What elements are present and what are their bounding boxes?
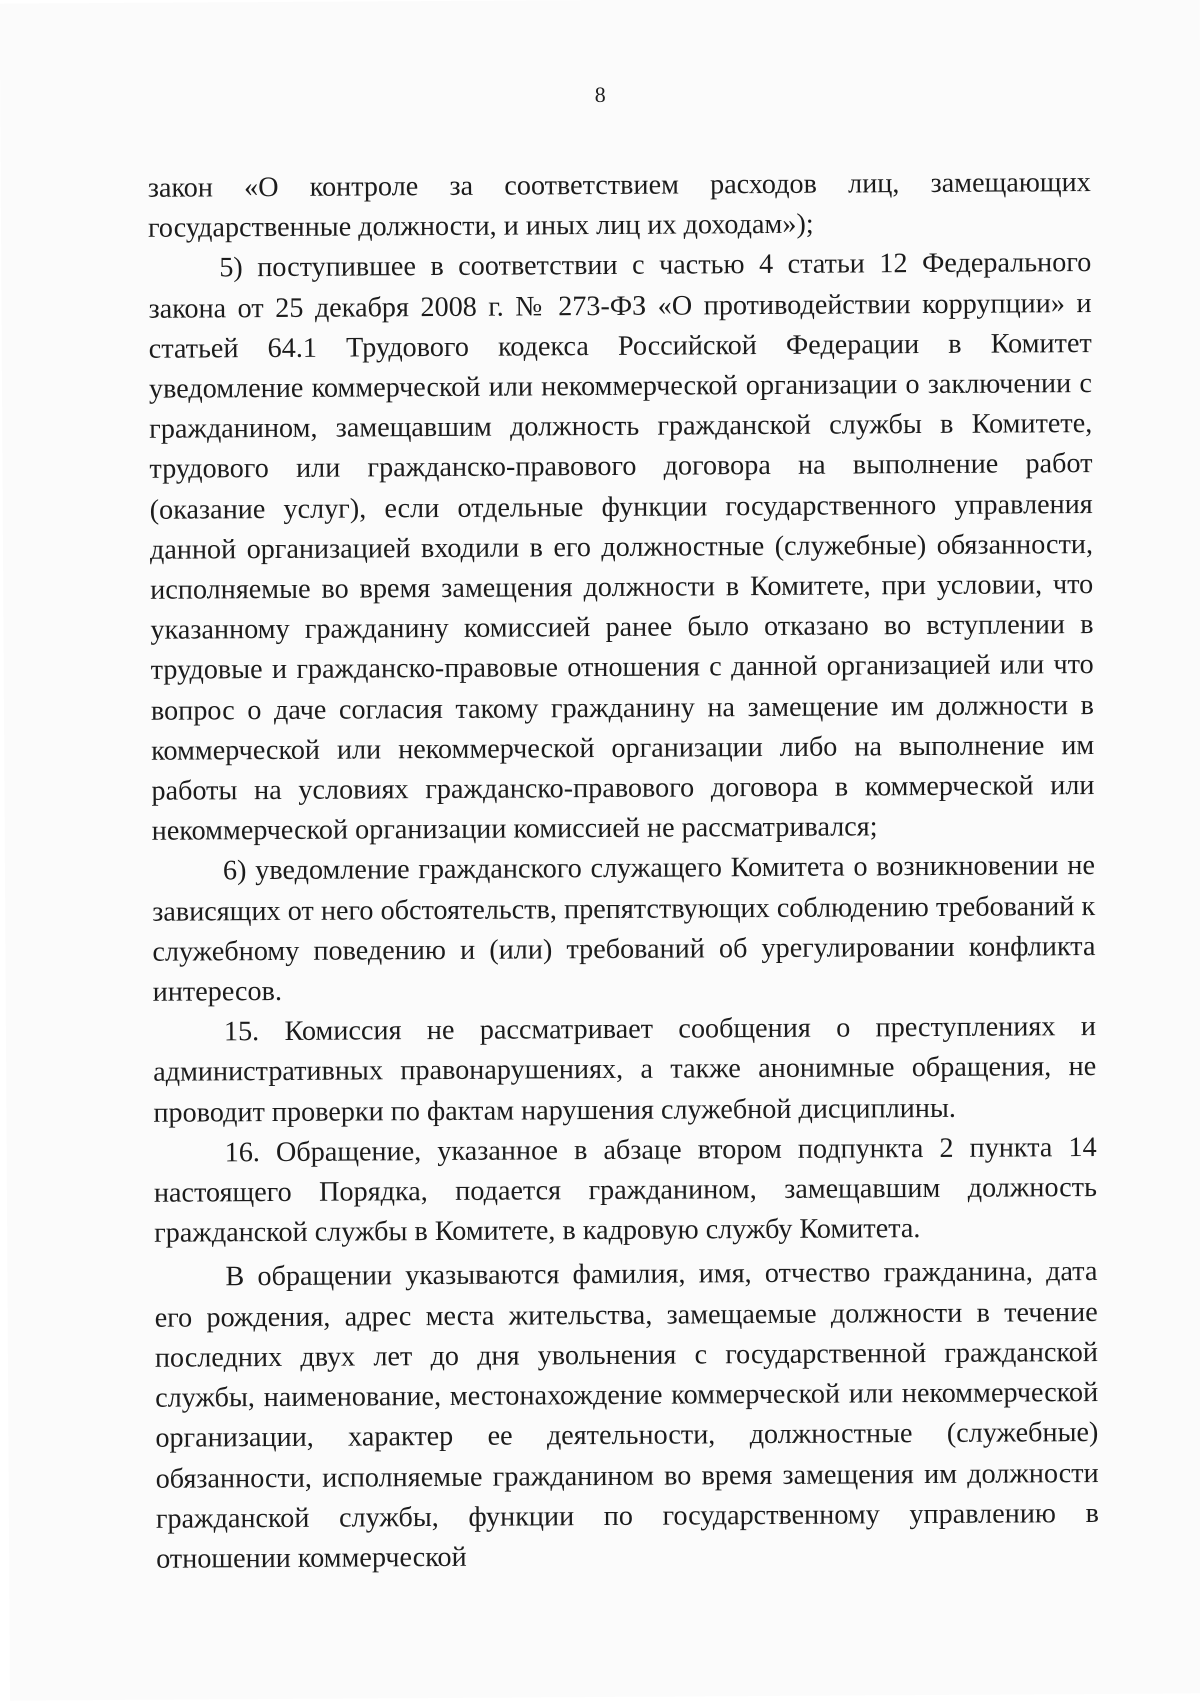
paragraph-appeal-contents: В обращении указываются фамилия, имя, отчество гражданина, дата его рождения, адрес места жительства, замещаемые должности в течение последних двух лет до дня увольнения с государственной гражданской службы, наименование, местонахождение коммерческой или некоммерческой организации, характер ее деятельности, должностные (служебные) обязанности, исполняемые гражданином во время замещения им должности гражданской службы, функции по государственному управлению в отношении коммерческой: [154, 1256, 1099, 1575]
page-number: 8: [594, 81, 606, 108]
paragraph-point-16: 16. Обращение, указанное в абзаце втором подпункта 2 пункта 14 настоящего Порядка, подается гражданином, замещавшим должность гражданской службы в Комитете, в кадровую службу Комитета.: [153, 1131, 1097, 1250]
paragraph-point-15: 15. Комиссия не рассматривает сообщения о преступлениях и административных правонарушениях, а также анонимные обращения, не проводит проверки по фактам нарушения служебной дисциплины.: [153, 1011, 1097, 1129]
paragraph-law-continuation: закон «О контроле за соответствием расходов лиц, замещающих государственные должности, и иных лиц их доходам»);: [147, 167, 1091, 244]
document-body: [148, 163, 1100, 1580]
paragraph-item-6: 6) уведомление гражданского служащего Комитета о возникновении не зависящих от него обстоятельств, препятствующих соблюдению требований к служебному поведению и (или) требований об урегулировании конфликта интересов.: [152, 850, 1096, 1008]
paragraph-item-5: 5) поступившее в соответствии с частью 4 статьи 12 Федерального закона от 25 декабря 2008 г. № 273-ФЗ «О противодействии коррупции» и статьей 64.1 Трудового кодекса Российской Федерации в Комитет уведомление коммерческой или некоммерческой организации о заключении с гражданином, замещавшим должность гражданской службы в Комитете, трудового или гражданско-правового договора на выполнение работ (оказание услуг), если отдельные функции государственного управления данной организацией входили в его должностные (служебные) обязанности, исполняемые во время замещения должности в Комитете, при условии, что указанному гражданину комиссией ранее было отказано во вступлении в трудовые и гражданско-правовые отношения с данной организацией или что вопрос о даче согласия такому гражданину на замещение им должности в коммерческой или некоммерческой организации либо на выполнение им работы на условиях гражданско-правового договора в коммерческой или некоммерческой организации комиссией не рассматривался;: [148, 247, 1095, 848]
